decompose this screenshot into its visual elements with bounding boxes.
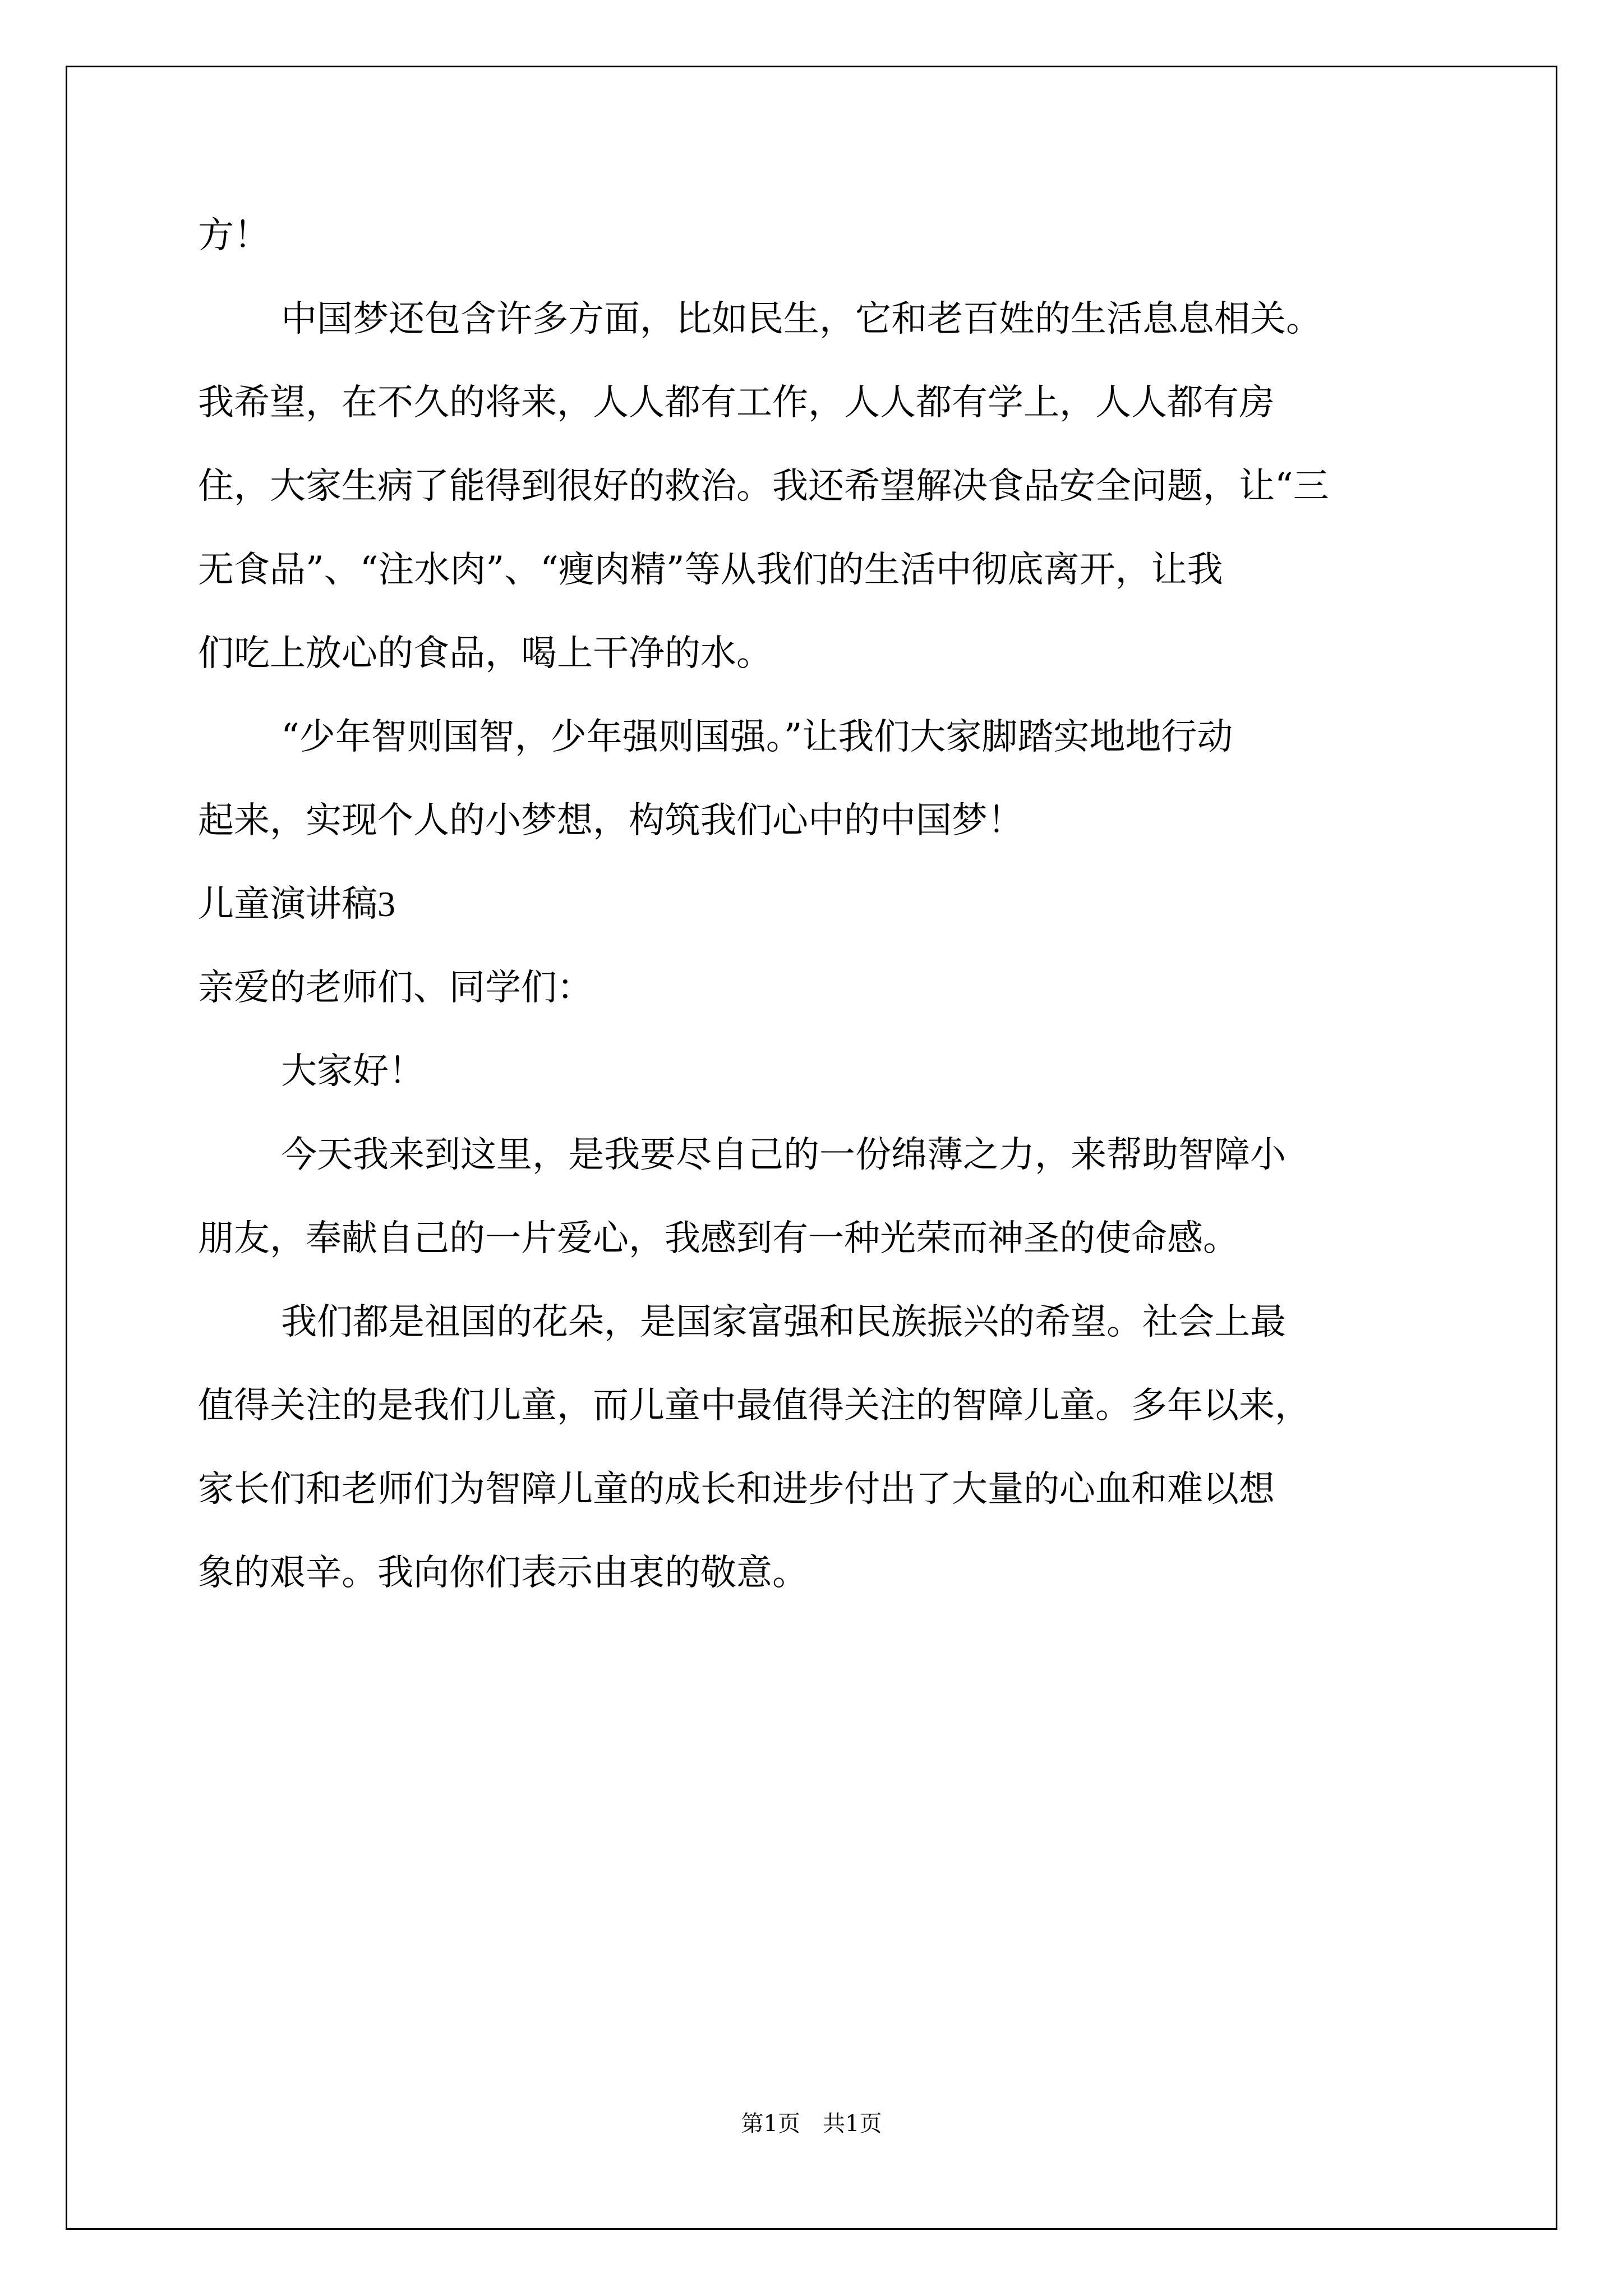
salutation: 亲爱的老师们、同学们： (198, 967, 593, 1009)
text-line: 朋友，奉献自己的一片爱心，我感到有一种光荣而神圣的使命感。 (198, 1218, 1239, 1259)
paragraph-line: “少年智则国智，少年强则国强。”让我们大家脚踏实地地行动 (281, 716, 1233, 758)
text-line: 们吃上放心的食品，喝上干净的水。 (198, 633, 772, 674)
text-line: 方！ (198, 215, 270, 256)
section-heading: 儿童演讲稿3 (198, 884, 395, 924)
text-line: 我希望，在不久的将来，人人都有工作，人人都有学上，人人都有房 (198, 382, 1275, 424)
text-line: 无食品”、“注水肉”、“瘦肉精”等从我们的生活中彻底离开，让我 (198, 549, 1223, 591)
text-line: 值得关注的是我们儿童，而儿童中最值得关注的智障儿童。多年以来， (198, 1385, 1311, 1427)
paragraph-line: 今天我来到这里，是我要尽自己的一份绵薄之力，来帮助智障小 (281, 1134, 1286, 1176)
text-line: 象的艰辛。我向你们表示由衷的敬意。 (198, 1552, 808, 1594)
text-line: 住，大家生病了能得到很好的救治。我还希望解决食品安全问题，让“三 (198, 466, 1329, 507)
page-footer: 第1页 共1页 (741, 2111, 882, 2137)
greeting: 大家好！ (281, 1051, 425, 1092)
paragraph-line: 中国梦还包含许多方面，比如民生，它和老百姓的生活息息相关。 (281, 298, 1322, 340)
text-line: 起来，实现个人的小梦想，构筑我们心中的中国梦！ (198, 800, 1023, 841)
text-line: 家长们和老师们为智障儿童的成长和进步付出了大量的心血和难以想 (198, 1469, 1275, 1510)
paragraph-line: 我们都是祖国的花朵，是国家富强和民族振兴的希望。社会上最 (281, 1301, 1286, 1343)
